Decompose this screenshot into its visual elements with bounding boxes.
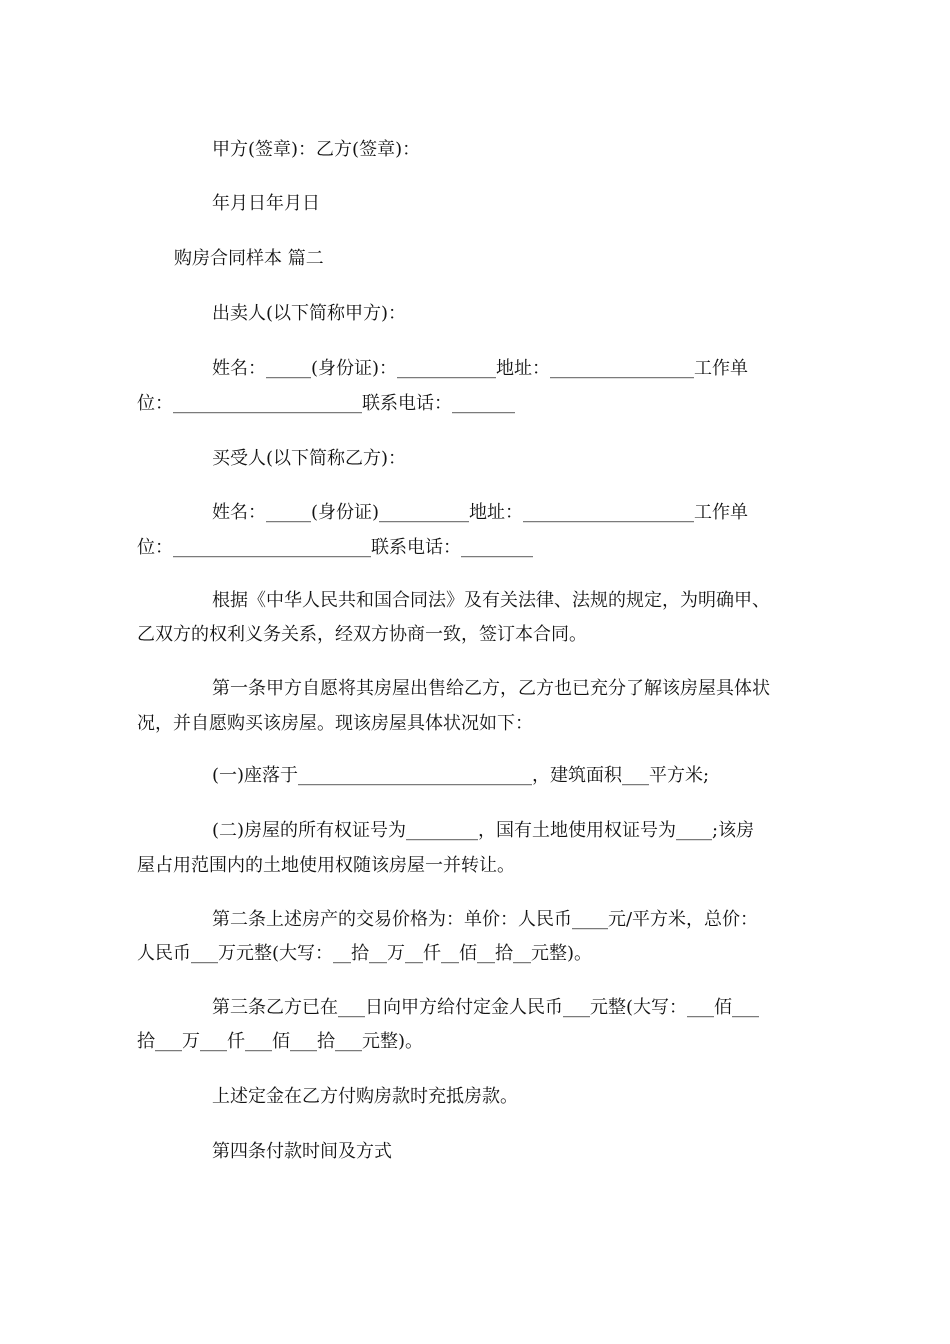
seller-info-line-1: 姓名：_____(身份证)：___________地址：________________工作单 — [212, 358, 749, 379]
article-4-heading: 第四条付款时间及方式 — [212, 1141, 392, 1162]
seller-info-line-2: 位：_____________________联系电话：_______ — [137, 393, 515, 414]
intro-paragraph-line-1: 根据《中华人民共和国合同法》及有关法律、法规的规定，为明确甲、 — [212, 590, 770, 611]
intro-paragraph-line-2: 乙双方的权利义务关系，经双方协商一致，签订本合同。 — [137, 624, 587, 645]
article-1-item-1: (一)座落于__________________________，建筑面积___平方米; — [212, 765, 710, 786]
seller-heading: 出卖人(以下简称甲方)： — [212, 303, 407, 324]
date-line: 年月日年月日 — [212, 193, 320, 214]
article-1-line-1: 第一条甲方自愿将其房屋出售给乙方，乙方也已充分了解该房屋具体状 — [212, 678, 770, 699]
buyer-heading: 买受人(以下简称乙方)： — [212, 448, 407, 469]
article-2-line-2: 人民币___万元整(大写：__拾__万__仟__佰__拾__元整)。 — [137, 943, 593, 964]
signature-line: 甲方(签章)：乙方(签章)： — [212, 139, 421, 160]
article-2-line-1: 第二条上述房产的交易价格为：单价：人民币____元/平方米，总价： — [212, 909, 759, 930]
buyer-info-line-2: 位：______________________联系电话：________ — [137, 537, 533, 558]
article-1-item-2-line-2: 屋占用范围内的土地使用权随该房屋一并转让。 — [137, 855, 515, 876]
article-1-item-2-line-1: (二)房屋的所有权证号为________，国有土地使用权证号为____;该房 — [212, 820, 755, 841]
article-1-line-2: 况，并自愿购买该房屋。现该房屋具体状况如下： — [137, 713, 533, 734]
buyer-info-line-1: 姓名：_____(身份证)__________地址：___________________工作单 — [212, 502, 749, 523]
article-3-line-1: 第三条乙方已在___日向甲方给付定金人民币___元整(大写：___佰___ — [212, 997, 760, 1018]
deposit-note: 上述定金在乙方付购房款时充抵房款。 — [212, 1086, 518, 1107]
article-3-line-2: 拾___万___仟___佰___拾___元整)。 — [137, 1031, 424, 1052]
section-title: 购房合同样本 篇二 — [174, 248, 324, 269]
